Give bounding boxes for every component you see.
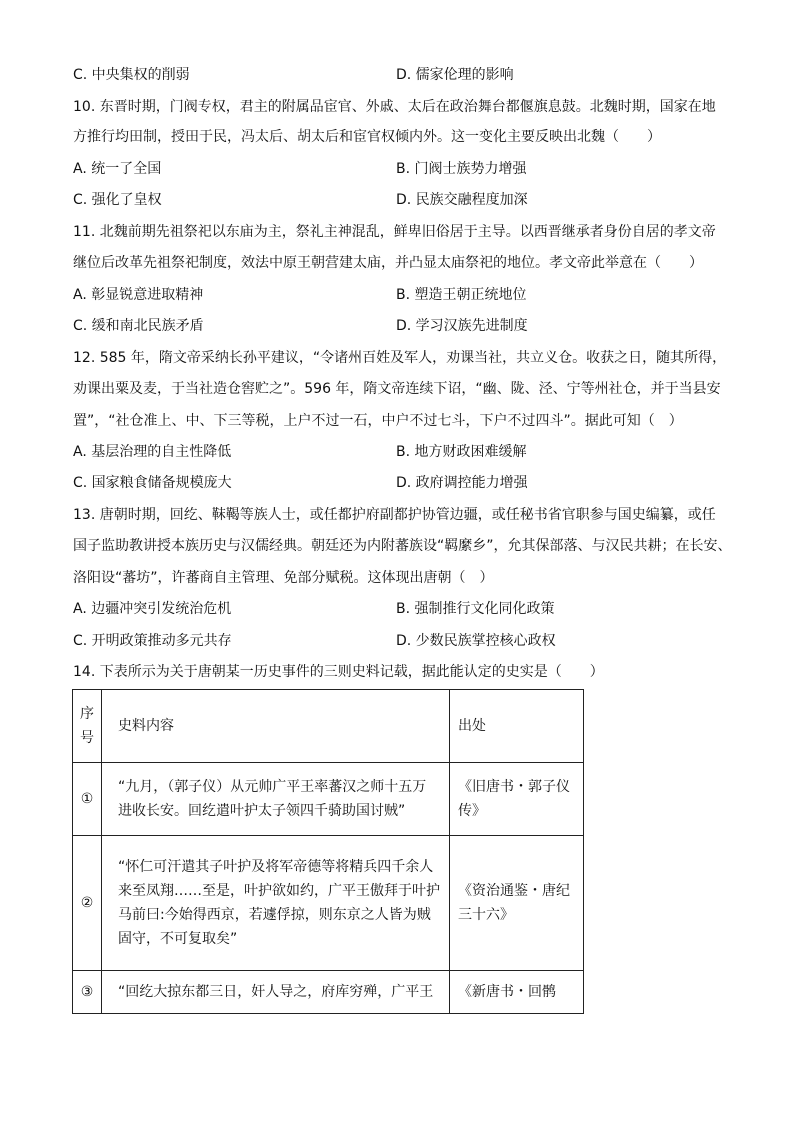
- q12-options-row-1: [73, 442, 733, 462]
- q12-stem-line-3: 置”，“社仓准上、中、下三等税，上户不过一石，中户不过七斗，下户不过四斗”。据此可知（ ）: [73, 413, 683, 429]
- q11-option-b: B. 塑造王朝正统地位: [396, 287, 527, 303]
- table-row: [73, 763, 584, 836]
- q11-option-a: A. 彰显锐意进取精神: [73, 287, 204, 303]
- q13-options-row-1: [73, 599, 733, 619]
- q10-option-a: A. 统一了全国: [73, 161, 162, 177]
- q13-option-a: A. 边疆冲突引发统治危机: [73, 601, 232, 617]
- header-content: 史料内容: [102, 690, 450, 763]
- row-source: 《旧唐书・郭子仪 传》: [450, 763, 584, 836]
- q12-option-c: C. 国家粮食储备规模庞大: [73, 475, 232, 491]
- q11-option-c: C. 缓和南北民族矛盾: [73, 318, 204, 334]
- q13-stem-line-3: 洛阳设“蕃坊”，许蕃商自主管理、免部分赋税。这体现出唐朝（ ）: [73, 570, 494, 586]
- q10-option-c: C. 强化了皇权: [73, 192, 162, 208]
- table-row: [73, 836, 584, 971]
- row-index: ③: [73, 971, 102, 1014]
- q10-options-row-2: [73, 190, 733, 210]
- q11-options-row-2: [73, 316, 733, 336]
- row-source: 《资治通鉴・唐纪 三十六》: [450, 836, 584, 971]
- row-content: “怀仁可汗遣其子叶护及将军帝德等将精兵四千余人 来至凤翔……至是，叶护欲如约，广平王傲拜于叶护 马前曰:今始得西京，若遽俘掠，则东京之人皆为贼 固守，不可复取矣”: [102, 836, 450, 971]
- q12-stem-line-2: 劝课出粟及麦，于当社造仓窖贮之”。596 年，隋文帝连续下诏，“幽、陇、泾、宁等州社仓，并于当县安: [73, 381, 721, 397]
- q12-options-row-2: [73, 473, 733, 493]
- q11-stem-line-2: 继位后改革先祖祭祀制度，效法中原王朝营建太庙，并凸显太庙祭祀的地位。孝文帝此举意在（ ）: [73, 255, 703, 271]
- q13-stem-line-1: 13. 唐朝时期，回纥、靺鞨等族人士，或任都护府副都护协管边疆，或任秘书省官职参与国史编纂，或任: [73, 507, 716, 523]
- q13-option-d: D. 少数民族掌控核心政权: [396, 633, 556, 649]
- q13-options-row-2: [73, 631, 733, 651]
- q10-option-d: D. 民族交融程度加深: [396, 192, 528, 208]
- q11-options-row-1: [73, 285, 733, 305]
- q10-option-b: B. 门阀士族势力增强: [396, 161, 527, 177]
- row-index: ①: [73, 763, 102, 836]
- q12-stem-line-1: 12. 585 年，隋文帝采纳长孙平建议，“令诸州百姓及军人，劝课当社，共立义仓。收获之日，随其所得，: [73, 350, 727, 366]
- q10-stem-line-1: 10. 东晋时期，门阀专权，君主的附属品宦官、外戚、太后在政治舞台都偃旗息鼓。北魏时期，国家在地: [73, 99, 716, 115]
- header-source: 出处: [450, 690, 584, 763]
- q11-option-d: D. 学习汉族先进制度: [396, 318, 528, 334]
- q12-option-d: D. 政府调控能力增强: [396, 475, 528, 491]
- row-content: “九月，（郭子仪）从元帅广平王率蕃汉之师十五万 进收长安。回纥遣叶护太子领四千骑助国讨贼”: [102, 763, 450, 836]
- row-index: ②: [73, 836, 102, 971]
- header-index: 序 号: [73, 690, 102, 763]
- q9-options-row: [73, 65, 733, 85]
- q13-option-c: C. 开明政策推动多元共存: [73, 633, 232, 649]
- q13-stem-line-2: 国子监助教讲授本族历史与汉儒经典。朝廷还为内附蕃族设“羁縻乡”，允其保部落、与汉民共耕；在长安、: [73, 538, 732, 554]
- q9-option-c: C. 中央集权的削弱: [73, 67, 190, 83]
- table-header-row: [73, 690, 584, 763]
- source-material-table: [72, 689, 584, 1014]
- q9-option-d: D. 儒家伦理的影响: [396, 67, 514, 83]
- q10-stem-line-2: 方推行均田制，授田于民，冯太后、胡太后和宦官权倾内外。这一变化主要反映出北魏（ ）: [73, 129, 661, 145]
- q12-option-b: B. 地方财政困难缓解: [396, 444, 527, 460]
- table-row: [73, 971, 584, 1014]
- q10-options-row-1: [73, 159, 733, 179]
- q12-option-a: A. 基层治理的自主性降低: [73, 444, 232, 460]
- q14-stem: 14. 下表所示为关于唐朝某一历史事件的三则史料记载，据此能认定的史实是（ ）: [73, 664, 604, 680]
- q13-option-b: B. 强制推行文化同化政策: [396, 601, 555, 617]
- row-source: 《新唐书・回鹘: [450, 971, 584, 1014]
- row-content: “回纥大掠东都三日，奸人导之，府库穷殚，广平王: [102, 971, 450, 1014]
- q11-stem-line-1: 11. 北魏前期先祖祭祀以东庙为主，祭礼主神混乱，鲜卑旧俗居于主导。以西晋继承者身份自居的孝文帝: [73, 224, 716, 240]
